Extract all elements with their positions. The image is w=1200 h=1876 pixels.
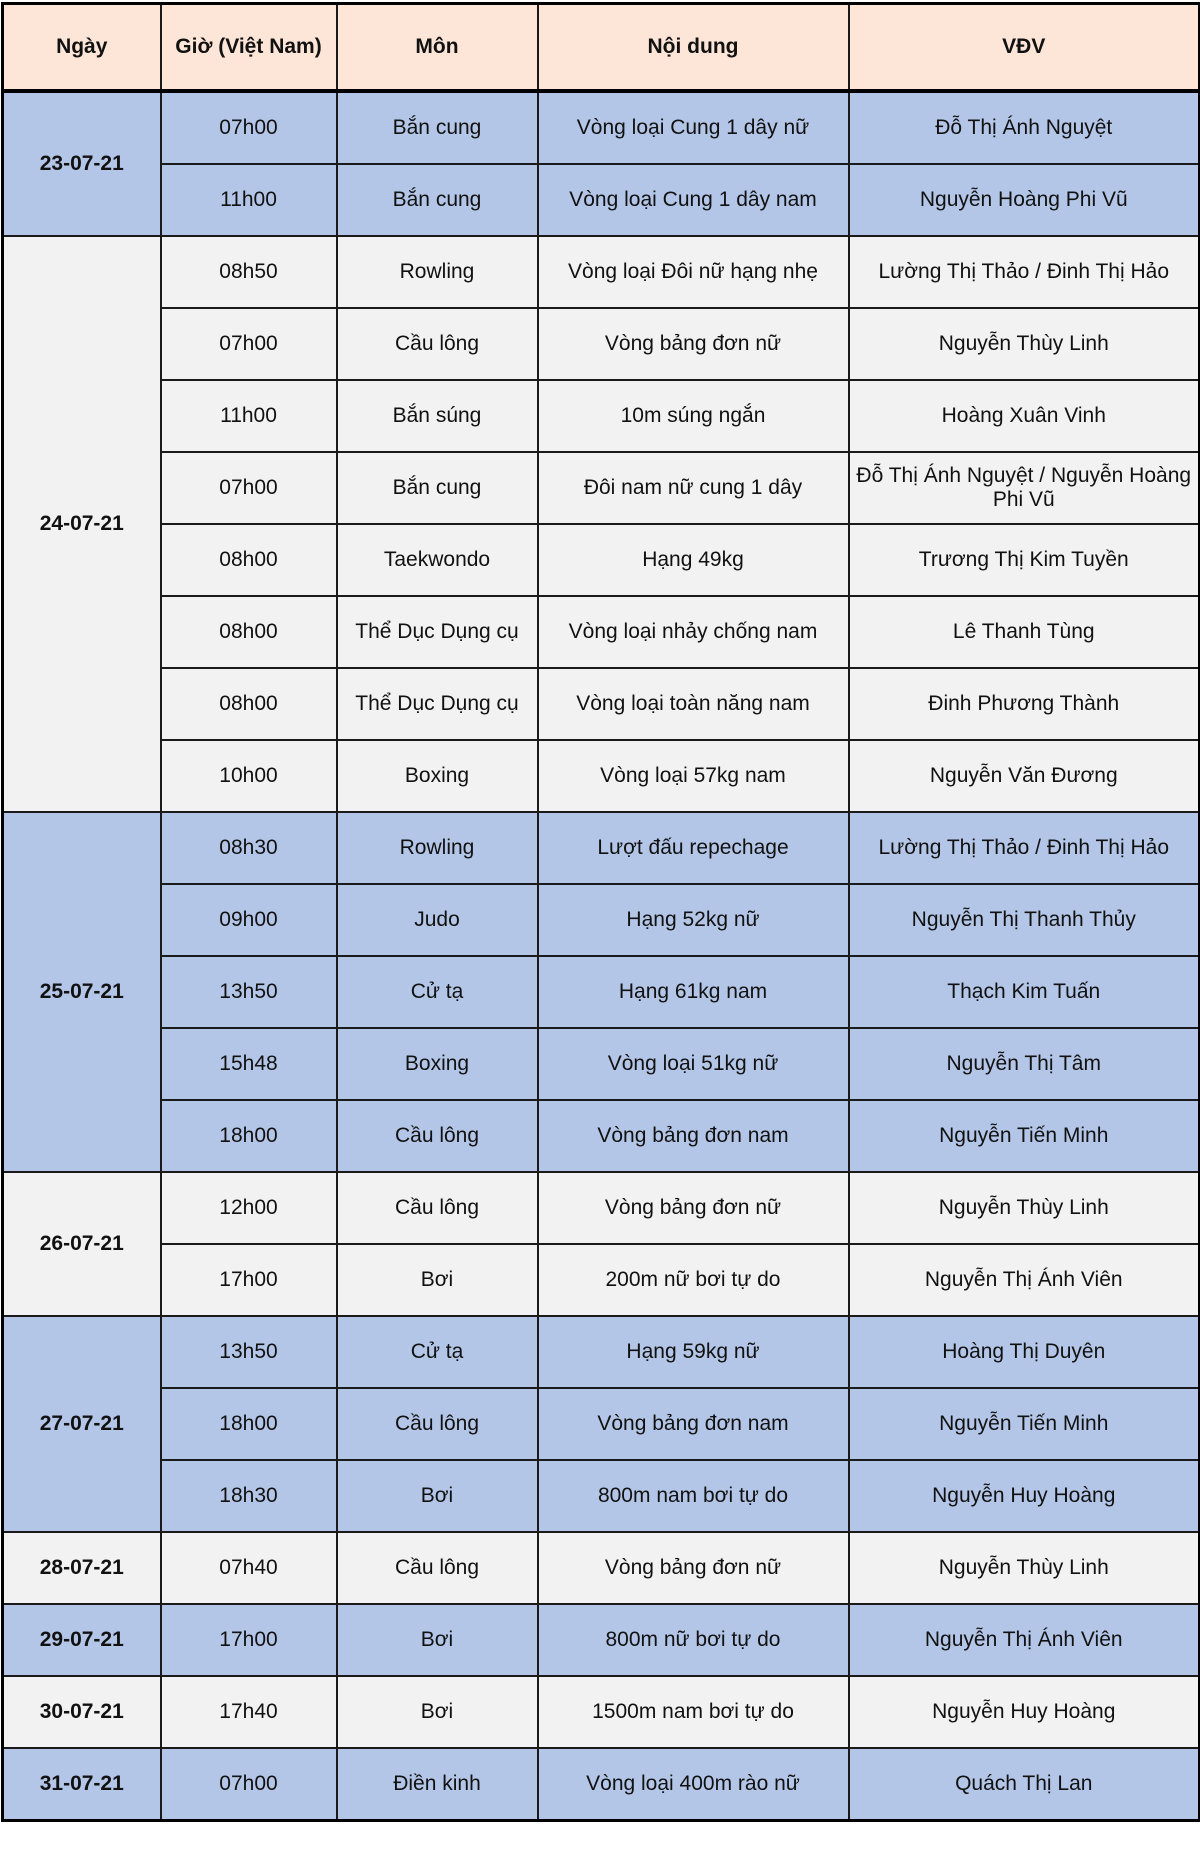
table-row <box>3 452 1200 524</box>
athlete-cell: Lường Thị Thảo / Đinh Thị Hảo <box>849 236 1200 308</box>
time-cell: 07h00 <box>161 308 337 380</box>
header-sport: Môn <box>337 4 538 92</box>
event-cell: Vòng loại Cung 1 dây nam <box>538 164 849 236</box>
event-cell: Vòng loại Đôi nữ hạng nhẹ <box>538 236 849 308</box>
sport-cell: Bơi <box>337 1244 538 1316</box>
table-row <box>3 1460 1200 1532</box>
table-row <box>3 308 1200 380</box>
table-row <box>3 91 1200 164</box>
date-cell: 29-07-21 <box>3 1604 161 1676</box>
table-row <box>3 1532 1200 1604</box>
athlete-cell: Nguyễn Tiến Minh <box>849 1388 1200 1460</box>
athlete-cell: Nguyễn Hoàng Phi Vũ <box>849 164 1200 236</box>
event-cell: Vòng loại nhảy chống nam <box>538 596 849 668</box>
time-cell: 07h00 <box>161 91 337 164</box>
event-cell: Hạng 49kg <box>538 524 849 596</box>
athlete-cell: Đỗ Thị Ánh Nguyệt <box>849 91 1200 164</box>
time-cell: 08h00 <box>161 596 337 668</box>
time-cell: 08h30 <box>161 812 337 884</box>
event-cell: Lượt đấu repechage <box>538 812 849 884</box>
event-cell: Vòng loại 400m rào nữ <box>538 1748 849 1821</box>
event-cell: 800m nam bơi tự do <box>538 1460 849 1532</box>
event-cell: Vòng bảng đơn nam <box>538 1100 849 1172</box>
time-cell: 11h00 <box>161 164 337 236</box>
event-cell: Vòng loại toàn năng nam <box>538 668 849 740</box>
sport-cell: Cầu lông <box>337 308 538 380</box>
header-event: Nội dung <box>538 4 849 92</box>
athlete-cell: Trương Thị Kim Tuyền <box>849 524 1200 596</box>
sport-cell: Bắn cung <box>337 164 538 236</box>
athlete-cell: Nguyễn Thị Tâm <box>849 1028 1200 1100</box>
athlete-cell: Nguyễn Huy Hoàng <box>849 1676 1200 1748</box>
table-row <box>3 1316 1200 1388</box>
event-cell: Vòng bảng đơn nữ <box>538 1172 849 1244</box>
time-cell: 18h00 <box>161 1100 337 1172</box>
event-cell: Hạng 61kg nam <box>538 956 849 1028</box>
athlete-cell: Nguyễn Thùy Linh <box>849 308 1200 380</box>
event-cell: 200m nữ bơi tự do <box>538 1244 849 1316</box>
time-cell: 12h00 <box>161 1172 337 1244</box>
athlete-cell: Đinh Phương Thành <box>849 668 1200 740</box>
athlete-cell: Lường Thị Thảo / Đinh Thị Hảo <box>849 812 1200 884</box>
table-row <box>3 1028 1200 1100</box>
time-cell: 07h00 <box>161 1748 337 1821</box>
table-row <box>3 1244 1200 1316</box>
athlete-cell: Đỗ Thị Ánh Nguyệt / Nguyễn Hoàng Phi Vũ <box>849 452 1200 524</box>
table-row <box>3 812 1200 884</box>
time-cell: 17h00 <box>161 1604 337 1676</box>
athlete-cell: Nguyễn Tiến Minh <box>849 1100 1200 1172</box>
event-cell: 1500m nam bơi tự do <box>538 1676 849 1748</box>
event-cell: Vòng bảng đơn nữ <box>538 308 849 380</box>
table-row <box>3 956 1200 1028</box>
table-row <box>3 1604 1200 1676</box>
athlete-cell: Nguyễn Văn Đương <box>849 740 1200 812</box>
time-cell: 11h00 <box>161 380 337 452</box>
schedule-table <box>1 2 1200 1822</box>
date-cell: 30-07-21 <box>3 1676 161 1748</box>
date-cell: 31-07-21 <box>3 1748 161 1821</box>
sport-cell: Boxing <box>337 1028 538 1100</box>
time-cell: 09h00 <box>161 884 337 956</box>
table-row <box>3 380 1200 452</box>
event-cell: Đôi nam nữ cung 1 dây <box>538 452 849 524</box>
header-athlete: VĐV <box>849 4 1200 92</box>
athlete-cell: Lê Thanh Tùng <box>849 596 1200 668</box>
athlete-cell: Nguyễn Thùy Linh <box>849 1172 1200 1244</box>
table-body <box>3 91 1200 1821</box>
date-cell: 24-07-21 <box>3 236 161 812</box>
sport-cell: Cử tạ <box>337 956 538 1028</box>
athlete-cell: Thạch Kim Tuấn <box>849 956 1200 1028</box>
sport-cell: Điền kinh <box>337 1748 538 1821</box>
header-date: Ngày <box>3 4 161 92</box>
sport-cell: Cầu lông <box>337 1532 538 1604</box>
time-cell: 17h40 <box>161 1676 337 1748</box>
table-row <box>3 164 1200 236</box>
sport-cell: Bơi <box>337 1604 538 1676</box>
date-cell: 26-07-21 <box>3 1172 161 1316</box>
sport-cell: Boxing <box>337 740 538 812</box>
sport-cell: Thể Dục Dụng cụ <box>337 668 538 740</box>
sport-cell: Bắn cung <box>337 91 538 164</box>
date-cell: 28-07-21 <box>3 1532 161 1604</box>
time-cell: 07h00 <box>161 452 337 524</box>
sport-cell: Taekwondo <box>337 524 538 596</box>
date-cell: 27-07-21 <box>3 1316 161 1532</box>
time-cell: 13h50 <box>161 1316 337 1388</box>
sport-cell: Rowling <box>337 236 538 308</box>
athlete-cell: Nguyễn Thị Thanh Thủy <box>849 884 1200 956</box>
header-time: Giờ (Việt Nam) <box>161 4 337 92</box>
time-cell: 10h00 <box>161 740 337 812</box>
table-row <box>3 1100 1200 1172</box>
header-row <box>3 4 1200 92</box>
sport-cell: Cầu lông <box>337 1100 538 1172</box>
time-cell: 18h30 <box>161 1460 337 1532</box>
athlete-cell: Nguyễn Thị Ánh Viên <box>849 1604 1200 1676</box>
athlete-cell: Nguyễn Thùy Linh <box>849 1532 1200 1604</box>
sport-cell: Rowling <box>337 812 538 884</box>
event-cell: 10m súng ngắn <box>538 380 849 452</box>
table-row <box>3 668 1200 740</box>
table-row <box>3 1748 1200 1821</box>
table-row <box>3 740 1200 812</box>
athlete-cell: Quách Thị Lan <box>849 1748 1200 1821</box>
time-cell: 17h00 <box>161 1244 337 1316</box>
sport-cell: Bắn cung <box>337 452 538 524</box>
time-cell: 15h48 <box>161 1028 337 1100</box>
athlete-cell: Nguyễn Thị Ánh Viên <box>849 1244 1200 1316</box>
table-row <box>3 1676 1200 1748</box>
event-cell: Vòng loại 57kg nam <box>538 740 849 812</box>
date-cell: 25-07-21 <box>3 812 161 1172</box>
table-row <box>3 236 1200 308</box>
event-cell: Hạng 52kg nữ <box>538 884 849 956</box>
sport-cell: Bắn súng <box>337 380 538 452</box>
sport-cell: Cầu lông <box>337 1388 538 1460</box>
event-cell: Vòng loại Cung 1 dây nữ <box>538 91 849 164</box>
table-row <box>3 524 1200 596</box>
event-cell: Hạng 59kg nữ <box>538 1316 849 1388</box>
table-row <box>3 1388 1200 1460</box>
sport-cell: Cầu lông <box>337 1172 538 1244</box>
time-cell: 18h00 <box>161 1388 337 1460</box>
sport-cell: Cử tạ <box>337 1316 538 1388</box>
table-row <box>3 596 1200 668</box>
sport-cell: Bơi <box>337 1460 538 1532</box>
time-cell: 08h00 <box>161 668 337 740</box>
date-cell: 23-07-21 <box>3 91 161 236</box>
event-cell: Vòng bảng đơn nữ <box>538 1532 849 1604</box>
time-cell: 08h00 <box>161 524 337 596</box>
time-cell: 13h50 <box>161 956 337 1028</box>
table-row <box>3 884 1200 956</box>
athlete-cell: Nguyễn Huy Hoàng <box>849 1460 1200 1532</box>
time-cell: 08h50 <box>161 236 337 308</box>
event-cell: Vòng bảng đơn nam <box>538 1388 849 1460</box>
athlete-cell: Hoàng Xuân Vinh <box>849 380 1200 452</box>
sport-cell: Bơi <box>337 1676 538 1748</box>
athlete-cell: Hoàng Thị Duyên <box>849 1316 1200 1388</box>
sport-cell: Thể Dục Dụng cụ <box>337 596 538 668</box>
event-cell: 800m nữ bơi tự do <box>538 1604 849 1676</box>
table-row <box>3 1172 1200 1244</box>
time-cell: 07h40 <box>161 1532 337 1604</box>
sport-cell: Judo <box>337 884 538 956</box>
table-header <box>3 4 1200 92</box>
event-cell: Vòng loại 51kg nữ <box>538 1028 849 1100</box>
